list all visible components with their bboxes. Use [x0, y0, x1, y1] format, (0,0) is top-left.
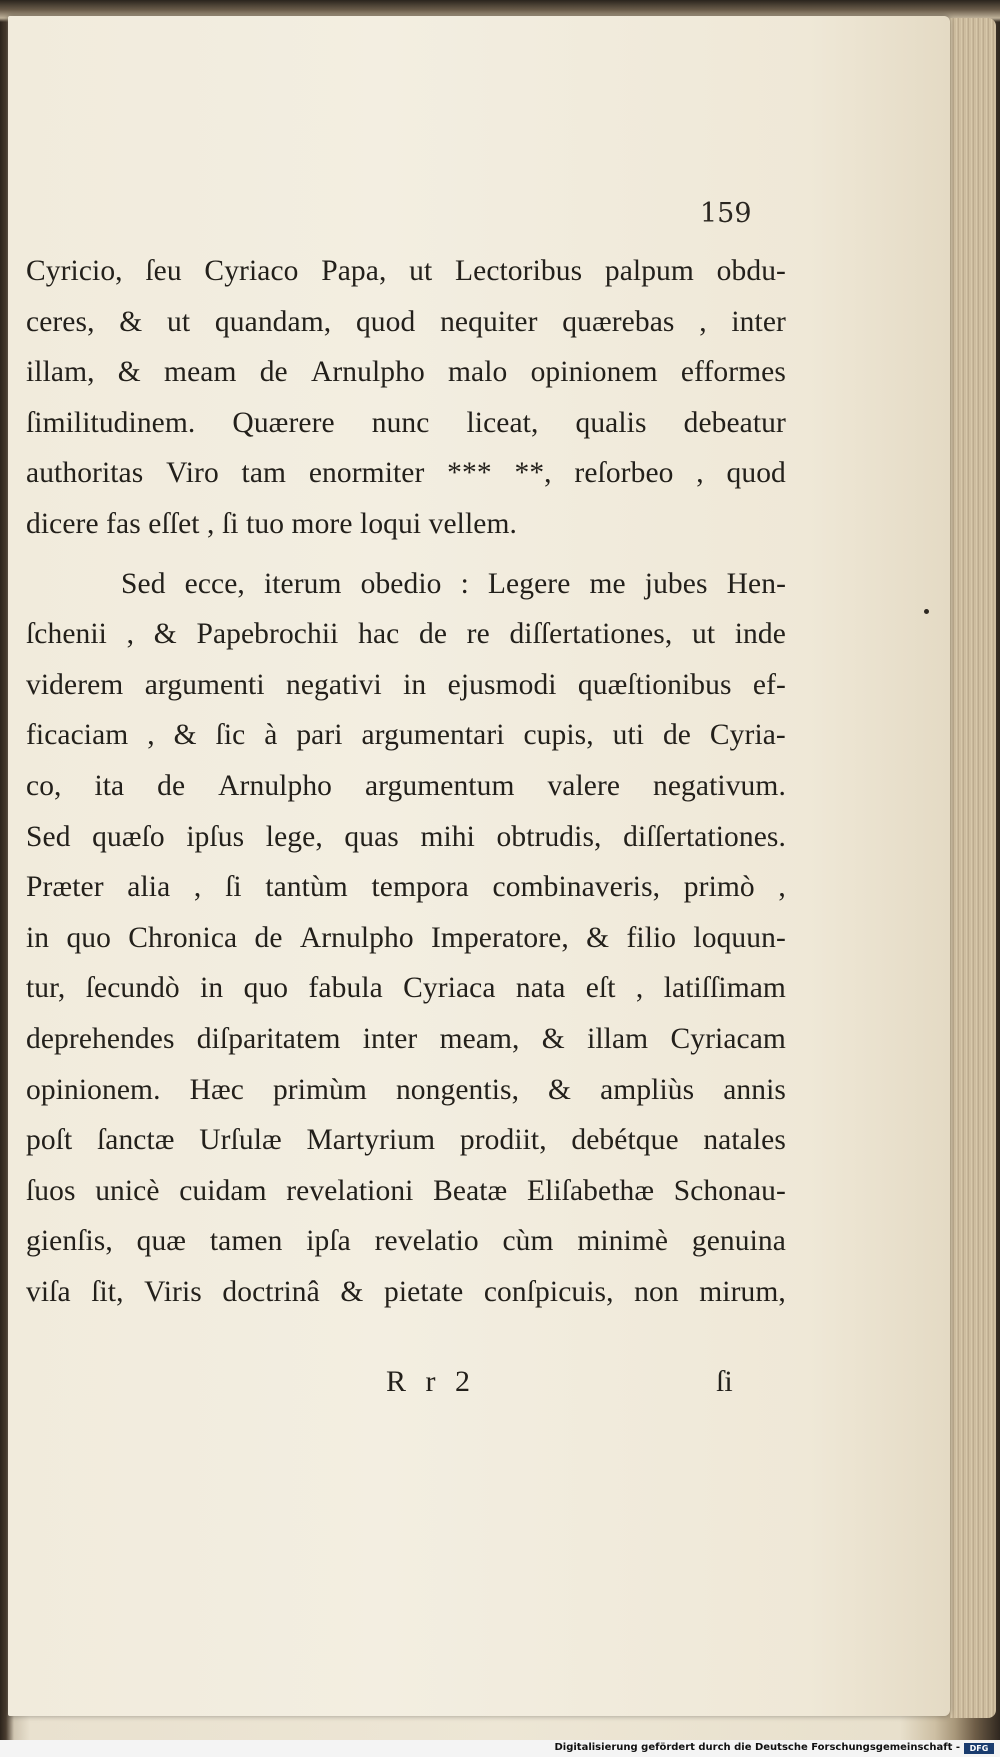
text-line: viſa ſit, Viris doctrinâ & pietate conſpicuis, non mirum, [26, 1275, 786, 1308]
text-line: ficaciam , & ſic à pari argumentari cupis, uti de Cyria- [26, 719, 786, 752]
dfg-logo: DFG [964, 1743, 994, 1754]
text-line: Præter alia , ſi tantùm tempora combinaveris, primò , [26, 871, 786, 904]
text-line: illam, & meam de Arnulpho malo opinionem efformes [26, 356, 786, 389]
text-line: Sed ecce, iterum obedio : Legere me jubes Hen- [121, 567, 786, 600]
catchword: ſi [716, 1365, 733, 1398]
book-page-edges [950, 18, 996, 1718]
signature-mark: R r 2 [386, 1365, 476, 1398]
text-line: deprehendes diſparitatem inter meam, & illam Cyriacam [26, 1022, 786, 1055]
text-line: in quo Chronica de Arnulpho Imperatore, & filio loquun- [26, 921, 786, 954]
text-line: ſimilitudinem. Quærere nunc liceat, qualis debeatur [26, 406, 786, 439]
text-line: authoritas Viro tam enormiter *** **, reſorbeo , quod [26, 457, 786, 490]
text-line: viderem argumenti negativi in ejusmodi quæſtionibus ef- [26, 668, 786, 701]
body-text [26, 246, 786, 1317]
ink-spot [924, 609, 929, 614]
text-line: Cyricio, ſeu Cyriaco Papa, ut Lectoribus palpum obdu- [26, 255, 786, 287]
text-line: co, ita de Arnulpho argumentum valere negativum. [26, 769, 786, 802]
text-line: ſuos unicè cuidam revelationi Beatæ Eliſabethæ Schonau- [26, 1174, 786, 1207]
text-line: gienſis, quæ tamen ipſa revelatio cùm minimè genuina [26, 1225, 786, 1258]
text-line: tur, ſecundò in quo fabula Cyriaca nata eſt , latiſſimam [26, 972, 786, 1005]
text-line: opinionem. Hæc primùm nongentis, & ampliùs annis [26, 1073, 786, 1106]
text-line: dicere fas eſſet , ſi tuo more loqui vellem. [26, 507, 517, 540]
page-number: 159 [700, 198, 752, 229]
paragraph-gap [26, 550, 786, 559]
text-line: ſchenii , & Papebrochii hac de re diſſertationes, ut inde [26, 618, 786, 651]
text-line: ceres, & ut quandam, quod nequiter quærebas , inter [26, 305, 786, 338]
digitization-credit: Digitalisierung gefördert durch die Deutsche Forschungsgemeinschaft - [554, 1742, 960, 1753]
text-line: Sed quæſo ipſus lege, quas mihi obtrudis, diſſertationes. [26, 820, 786, 853]
text-line: poſt ſanctæ Urſulæ Martyrium prodiit, debétque natales [26, 1124, 786, 1157]
